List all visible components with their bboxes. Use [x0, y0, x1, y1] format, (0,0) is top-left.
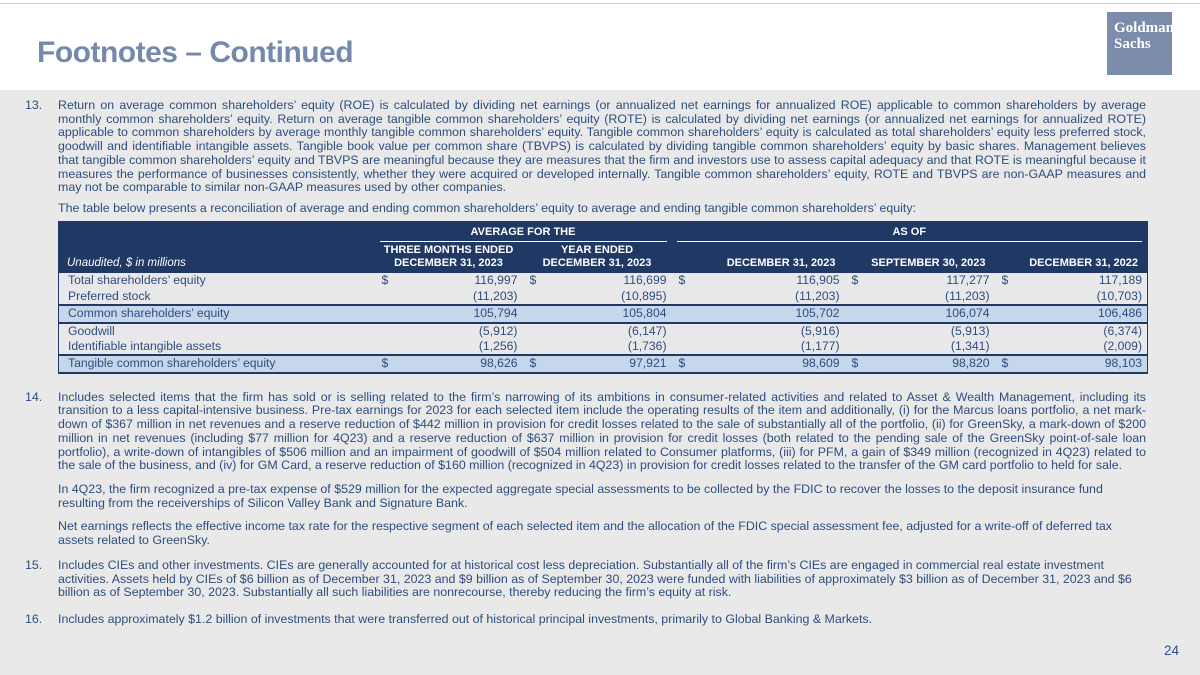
footnote-15-text: Includes CIEs and other investments. CIEs are generally accounted for at historical cost less depreciation. Substantially all of the firm’s CIEs are engaged in commercial real estate investment activities. Assets held by CIEs of $6 billion as of December 31, 2023 and $9 billion as of September 30, 2023 were funded with liabilities of approximately $3 billion as of December 31, 2023 and $6 billion as of September 30, 2023. Substantially all such liabilities are nonrecourse, thereby reducing the firm’s equity at risk.	[58, 557, 1132, 600]
footnote-14-paragraph-3: Net earnings reflects the effective income tax rate for the respective segment of each selected item and the allocation of the FDIC special assessment fee, adjusted for a write-off of deferred tax assets related to GreenSky.	[58, 519, 1112, 548]
table-row-common-equity: Common shareholders’ equity 105,794 105,804 105,702 106,074 106,486	[59, 305, 1148, 322]
table-row-intangibles: Identifiable intangible assets (1,256) (1,736) (1,177) (1,341) (2,009)	[59, 339, 1148, 355]
page-title: Footnotes – Continued	[37, 36, 354, 69]
col-header-sep-2023: SEPTEMBER 30, 2023	[845, 242, 995, 273]
table-row-preferred-stock: Preferred stock (11,203) (10,895) (11,203) (11,203) (10,703)	[59, 289, 1148, 305]
footnote-15	[25, 559, 1146, 600]
footnote-14-paragraph-2: In 4Q23, the firm recognized a pre-tax expense of $529 million for the expected aggregate special assessments to be collected by the FDIC to recover the losses to the deposit insurance fund resulting from the receiverships of Silicon Valley Bank and Signature Bank.	[58, 481, 1103, 510]
table-row-goodwill: Goodwill (5,912) (6,147) (5,916) (5,913) (6,374)	[59, 323, 1148, 339]
footnote-13	[25, 99, 1146, 382]
page-number: 24	[1163, 643, 1179, 658]
dollar-sign: $	[678, 356, 686, 371]
group-header-average: AVERAGE FOR THE	[375, 221, 672, 242]
logo-line1: Goldman	[1114, 20, 1175, 36]
footnote-13-text: Return on average common shareholders’ equity (ROE) is calculated by dividing net earnings (or annualized net earnings for annualized ROE) applicable to common shareholders by average monthly common shareholders’ equity. Return on average tangible common shareholders’ equity (ROTE) is calculated by dividing net earnings (or annualized net earnings for annualized ROTE) applicable to common shareholders by average monthly tangible common shareholders’ equity. Tangible common shareholders’ equity is calculated as total shareholders’ equity less preferred stock, goodwill and identifiable intangible assets. Tangible book value per common share (TBVPS) is calculated by dividing tangible common shareholders’ equity by basic shares. Management believes that tangible common shareholders’ equity and TBVPS are meaningful because they are measures that the firm and investors use to assess capital adequacy and that ROTE is meaningful because it measures the performance of businesses consistently, whether they were acquired or developed internally. Tangible common shareholders’ equity, ROTE and TBVPS are non-GAAP measures and may not be comparable to similar non-GAAP measures used by other companies.	[58, 98, 1146, 195]
dollar-sign: $	[851, 273, 859, 288]
dollar-sign: $	[529, 356, 537, 371]
goldman-sachs-logo	[1107, 12, 1175, 75]
logo-line2: Sachs	[1114, 36, 1151, 52]
col-header-year-ended: YEAR ENDED DECEMBER 31, 2023	[523, 242, 672, 273]
group-header-as-of: AS OF	[672, 221, 1148, 242]
footnote-15-number: 15.	[25, 557, 43, 572]
dollar-sign: $	[1001, 273, 1009, 288]
table-intro-text: The table below presents a reconciliation of average and ending common shareholders’ equity to average and ending tangible common shareholders’ equity:	[58, 200, 917, 215]
dollar-sign: $	[381, 273, 389, 288]
dollar-sign: $	[1001, 356, 1009, 371]
footnote-14-number: 14.	[25, 389, 43, 404]
footnote-16-text: Includes approximately $1.2 billion of investments that were transferred out of historical principal investments, primarily to Global Banking & Markets.	[58, 611, 873, 626]
col-header-dec-2023: DECEMBER 31, 2023	[672, 242, 845, 273]
table-group-header-row	[59, 221, 1148, 242]
footnote-16-body	[58, 613, 1146, 627]
dollar-sign: $	[529, 273, 537, 288]
col-header-three-months: THREE MONTHS ENDED DECEMBER 31, 2023	[375, 242, 523, 273]
content-area	[0, 90, 1200, 675]
footnote-15-body	[58, 559, 1146, 600]
footnote-14-body	[58, 391, 1146, 548]
table-row-tangible-common-equity: Tangible common shareholders’ equity $ 98,626 $ 97,921 $ 98,609 $ 98,820 $ 98,103	[59, 355, 1148, 372]
footnote-16	[25, 613, 1146, 627]
top-divider-line	[0, 3, 1200, 4]
col-header-dec-2022: DECEMBER 31, 2022	[995, 242, 1148, 273]
footnote-13-number: 13.	[25, 98, 43, 112]
dollar-sign: $	[381, 356, 389, 371]
footnote-14-paragraph-1: Includes selected items that the firm has sold or is selling related to the firm’s narrowing of its ambitions in consumer-related activities and related to Asset & Wealth Management, including its transition to a less capital-intensive business. Pre-tax earnings for 2023 for each selected item include the operating results of the item and additionally, (i) for the Marcus loans portfolio, a net mark-down of $367 million in net revenues and a reserve reduction of $442 million in provision for credit losses related to the sale of substantially all of the portfolio, (ii) for GreenSky, a mark-down of $200 million in net revenues (including $77 million for 4Q23) and a reserve reduction of $637 million in provision for credit losses (both related to the pending sale of the GreenSky point-of-sale loan portfolio), a write-down of intangibles of $506 million and an impairment of goodwill of $504 million related to Consumer platforms, (iii) for PFM, a gain of $349 million (recognized in 4Q23) related to the sale of the business, and (iv) for GM Card, a reserve reduction of $160 million (recognized in 4Q23) in provision for credit losses related to the transfer of the GM card portfolio to held for sale.	[58, 389, 1146, 473]
dollar-sign: $	[678, 273, 686, 288]
footnote-14	[25, 391, 1146, 548]
unaudited-label: Unaudited, $ in millions	[67, 256, 186, 269]
footnote-16-number: 16.	[25, 611, 43, 626]
unaudited-label-cell	[59, 221, 375, 273]
table-row-total-equity: Total shareholders’ equity $ 116,997 $ 116,699 $ 116,905 $ 117,277 $ 117,189	[59, 273, 1148, 288]
dollar-sign: $	[851, 356, 859, 371]
footnote-13-body	[58, 99, 1146, 382]
equity-reconciliation-table	[58, 221, 1148, 374]
